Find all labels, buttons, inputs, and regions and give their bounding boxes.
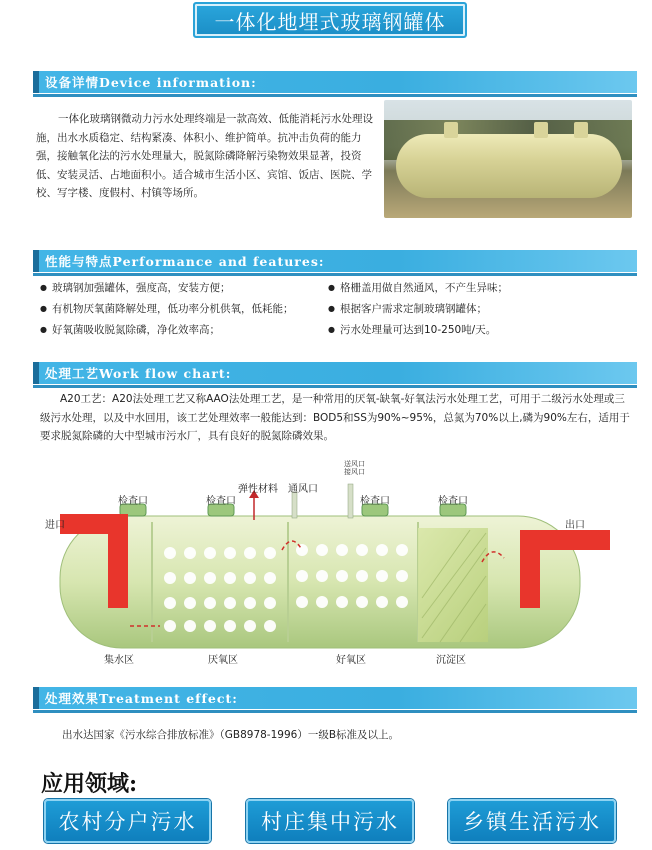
elastic-material-label: 弹性材料 — [238, 484, 278, 495]
feature-item: ● 玻璃钢加强罐体，强度高，安装方便； — [40, 278, 293, 299]
features-list-right — [328, 278, 508, 341]
air-note-2: 接风口 — [344, 468, 365, 476]
workflow-description: A20工艺：A20法处理工艺又称AAO法处理工艺，是一种常用的厌氧-缺氧-好氧法污水处理工艺，可用于二级污水处理或三级污水处理，以及中水回用，该工艺处理效率一般能达到：BOD5和SS为90%~95%，总氮为70%以上,磷为90%左右，适用于要求脱氮除磷的大中型城市污水厂，具有良好的脱氮除磷效果。 — [40, 393, 630, 442]
outlet-label: 出口 — [565, 520, 585, 531]
application-label: 村庄集中污水 — [261, 810, 399, 834]
application-rural-household[interactable] — [44, 799, 211, 843]
zone-settling: 沉淀区 — [436, 655, 466, 666]
application-village-centralized[interactable] — [246, 799, 414, 843]
feature-item: ● 根据客户需求定制玻璃钢罐体； — [328, 299, 508, 320]
inspection-port-label: 检查口 — [206, 496, 236, 507]
feature-item: ● 格栅盖用做自然通风，不产生异味； — [328, 278, 508, 299]
section-header-workflow — [33, 362, 637, 384]
features-list-left — [40, 278, 293, 341]
page-title-banner — [193, 2, 467, 38]
section-title: 性能与特点Performance and features: — [45, 254, 325, 269]
inspection-port-label: 检查口 — [360, 496, 390, 507]
process-diagram — [30, 458, 625, 668]
section-header-effect — [33, 687, 637, 709]
zone-collection: 集水区 — [104, 655, 134, 666]
zone-aerobic: 好氧区 — [336, 655, 366, 666]
tank-photo — [384, 100, 632, 218]
feature-item: ● 污水处理量可达到10-250吨/天。 — [328, 320, 508, 341]
section-header-device — [33, 71, 637, 93]
application-town-domestic[interactable] — [448, 799, 616, 843]
application-label: 乡镇生活污水 — [463, 810, 601, 834]
inlet-label: 进口 — [45, 520, 65, 531]
section-title: 处理工艺Work flow chart: — [45, 366, 232, 381]
application-label: 农村分户污水 — [58, 810, 197, 834]
page-title: 一体化地埋式玻璃钢罐体 — [214, 9, 446, 34]
section-title: 处理效果Treatment effect: — [45, 691, 238, 706]
vent-label: 通风口 — [288, 484, 318, 495]
device-description: 一体化玻璃钢微动力污水处理终端是一款高效、低能消耗污水处理设施，出水水质稳定、结构紧凑、体积小、维护简单。抗冲击负荷的能力强，接触氧化法的污水处理量大，脱氮除磷降解污染物效果显著，投资低、安装灵活、占地面积小。适合城市生活小区、宾馆、饭店、医院、学校、写字楼、度假村、村镇等场所。 — [36, 113, 373, 199]
zone-anaerobic: 厌氧区 — [208, 655, 238, 666]
inspection-port-label: 检查口 — [438, 496, 468, 507]
section-title: 设备详情Device information: — [45, 75, 257, 90]
application-title: 应用领域: — [41, 771, 138, 797]
feature-item: ● 有机物厌氧菌降解处理，低功率分机供氧，低耗能； — [40, 299, 293, 320]
feature-item: ● 好氧菌吸收脱氮除磷，净化效率高； — [40, 320, 293, 341]
tank-cross-section — [30, 458, 625, 668]
inspection-port-label: 检查口 — [118, 496, 148, 507]
effect-description: 出水达国家《污水综合排放标准》（GB8978-1996）一级B标准及以上。 — [62, 729, 400, 741]
air-note-1: 送风口 — [344, 460, 365, 468]
section-header-features — [33, 250, 637, 272]
